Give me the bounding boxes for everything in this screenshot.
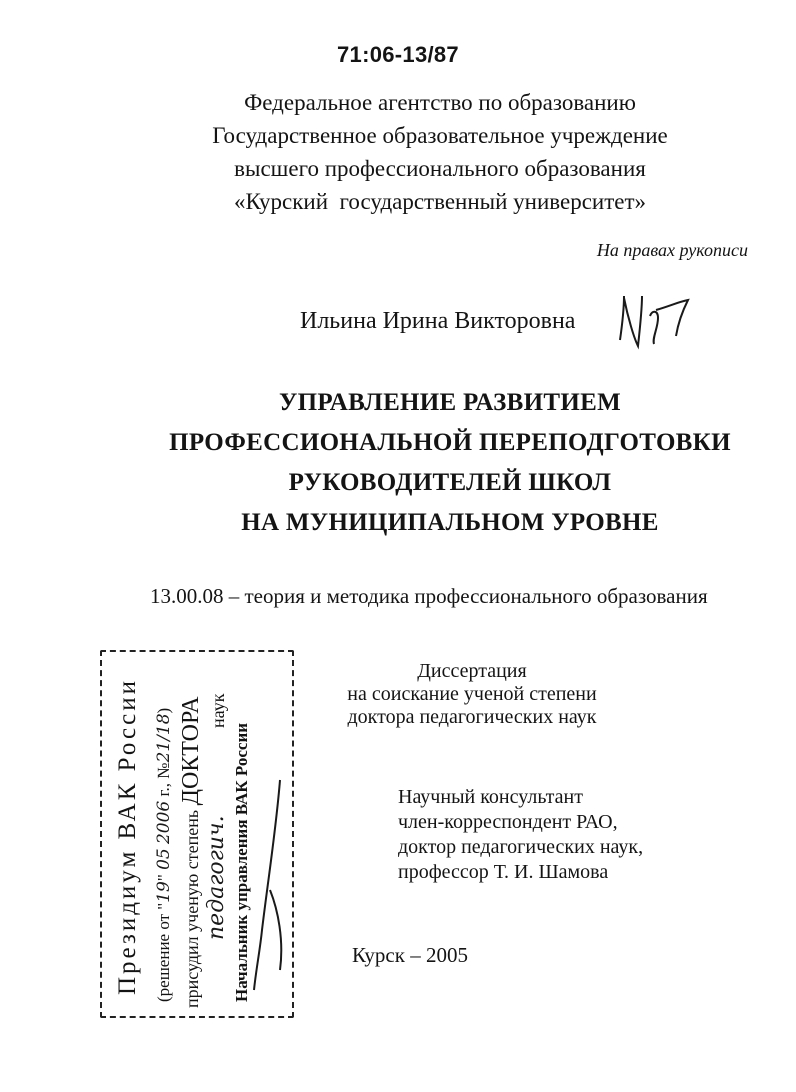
organization-block	[160, 86, 720, 218]
stamp-decision-prefix: (решение от "	[154, 902, 173, 1002]
dissertation-title	[130, 383, 770, 543]
manuscript-note: На правах рукописи	[596, 240, 748, 260]
organization-line-3: высшего профессионального образования	[234, 156, 646, 181]
title-line-2: ПРОФЕССИОНАЛЬНОЙ ПЕРЕПОДГОТОВКИ	[169, 429, 731, 456]
stamp-decision-num-prefix: г., №	[154, 762, 173, 801]
stamp-degree: ДОКТОРА	[178, 696, 204, 806]
place-and-year: Курск – 2005	[352, 943, 468, 967]
stamp-signature-icon	[250, 770, 290, 1000]
stamp-line-4: Начальник управления ВАК России	[232, 722, 251, 1002]
organization-line-2: Государственное образовательное учреждение	[212, 123, 668, 148]
organization-line-4: «Курский государственный университет»	[233, 189, 647, 214]
stamp-field-suffix: наук	[208, 693, 228, 728]
stamp-decision-month: 05	[154, 848, 174, 870]
scientific-consultant	[398, 785, 643, 885]
stamp-line-3	[178, 696, 205, 1008]
degree-line-3: доктора педагогических наук	[347, 706, 597, 728]
degree-line-1: Диссертация	[417, 660, 527, 682]
stamp-awarded-prefix: присудил ученую степень	[182, 805, 202, 1008]
stamp-field-handwritten: педагогич.	[204, 815, 229, 940]
specialty-code: 13.00.08 – теория и методика профессионального образования	[150, 584, 708, 608]
consultant-line-3: доктор педагогических наук,	[398, 836, 644, 858]
consultant-line-4: профессор Т. И. Шамова	[398, 861, 609, 883]
registration-code: 71:06-13/87	[337, 42, 459, 67]
stamp-decision-number: 21/18	[154, 713, 174, 763]
signature-icon	[612, 288, 702, 358]
consultant-line-2: член-корреспондент РАО,	[398, 811, 618, 833]
title-line-3: РУКОВОДИТЕЛЕЙ ШКОЛ	[288, 469, 612, 496]
title-line-1: УПРАВЛЕНИЕ РАЗВИТИЕМ	[279, 389, 621, 416]
stamp-decision-suffix: )	[154, 707, 173, 714]
stamp-decision-day: 19	[154, 881, 174, 903]
stamp-line-1: Президиум ВАК России	[114, 678, 141, 995]
stamp-line-2	[154, 708, 174, 1002]
degree-line-2: на соискание ученой степени	[347, 683, 597, 705]
author-name: Ильина Ирина Викторовна	[300, 308, 576, 334]
vak-stamp	[100, 650, 294, 1020]
dissertation-degree	[292, 660, 652, 729]
consultant-line-1: Научный консультант	[398, 786, 583, 808]
stamp-decision-year: 2006	[154, 800, 174, 845]
title-line-4: НА МУНИЦИПАЛЬНОМ УРОВНЕ	[241, 509, 659, 536]
stamp-decision-mid: "	[154, 869, 173, 882]
organization-line-1: Федеральное агентство по образованию	[244, 90, 636, 115]
